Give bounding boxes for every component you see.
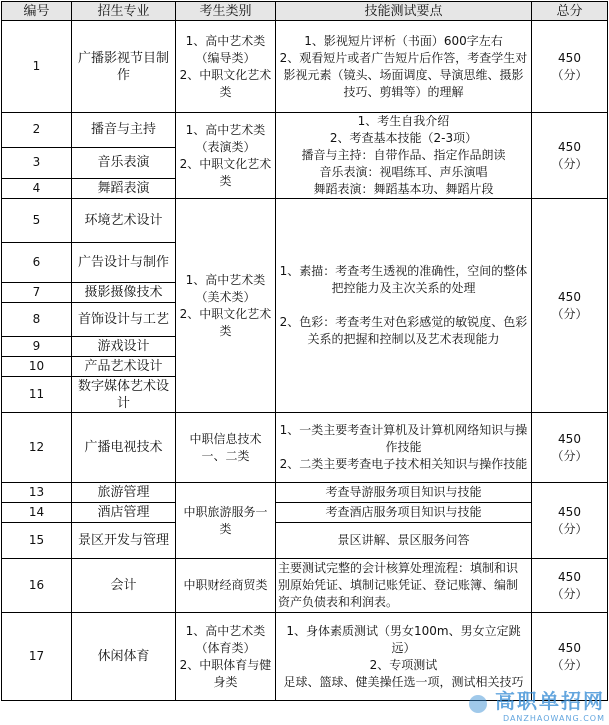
table-row xyxy=(2,559,608,613)
row-number: 17 xyxy=(2,613,72,701)
major-name: 舞蹈表演 xyxy=(72,178,176,199)
header-no: 编号 xyxy=(2,2,72,21)
row-number: 7 xyxy=(2,283,72,303)
major-name: 播音与主持 xyxy=(72,113,176,148)
candidate-category: 中职财经商贸类 xyxy=(176,559,276,613)
major-name: 旅游管理 xyxy=(72,483,176,503)
row-number: 15 xyxy=(2,523,72,559)
major-name: 首饰设计与工艺 xyxy=(72,303,176,337)
table-row xyxy=(2,413,608,483)
watermark xyxy=(469,685,605,723)
test-requirements: 主要测试完整的会计核算处理流程：填制和识别原始凭证、填制记账凭证、登记账簿、编制资产负债表和利润表。 xyxy=(276,559,532,613)
major-name: 摄影摄像技术 xyxy=(72,283,176,303)
test-requirements: 1、考生自我介绍 2、考查基本技能（2-3项） 播音与主持：自带作品、指定作品朗读 音乐表演：视唱练耳、声乐演唱 舞蹈表演：舞蹈基本功、舞蹈片段 xyxy=(276,113,532,199)
total-score: 450 （分） xyxy=(532,113,608,199)
test-requirements: 1、身体素质测试（男女100m、男女立定跳远） 2、专项测试 足球、篮球、健美操任选一项，测试相关技巧 xyxy=(276,613,532,701)
major-name: 广播影视节目制作 xyxy=(72,21,176,113)
major-name: 数字媒体艺术设计 xyxy=(72,377,176,413)
major-name: 产品艺术设计 xyxy=(72,357,176,377)
major-name: 景区开发与管理 xyxy=(72,523,176,559)
row-number: 6 xyxy=(2,243,72,283)
total-score: 450 （分） xyxy=(532,559,608,613)
row-number: 4 xyxy=(2,178,72,199)
row-number: 8 xyxy=(2,303,72,337)
candidate-category: 1、高中艺术类（体育类） 2、中职体育与健身类 xyxy=(176,613,276,701)
watermark-subtitle: DANZHAOWANG.COM xyxy=(502,714,605,723)
row-number: 16 xyxy=(2,559,72,613)
admissions-table xyxy=(1,1,608,701)
sketch-requirement: 1、素描：考查考生透视的准确性，空间的整体把控能力及主次关系的处理 xyxy=(279,264,528,295)
row-number: 3 xyxy=(2,147,72,178)
row-number: 12 xyxy=(2,413,72,483)
header-major: 招生专业 xyxy=(72,2,176,21)
table-row xyxy=(2,523,608,559)
test-requirements: 景区讲解、景区服务问答 xyxy=(276,523,532,559)
header-category: 考生类别 xyxy=(176,2,276,21)
total-score: 450 （分） xyxy=(532,199,608,413)
test-requirements: 考查导游服务项目知识与技能 xyxy=(276,483,532,503)
candidate-category: 1、高中艺术类（美术类） 2、中职文化艺术类 xyxy=(176,199,276,413)
row-number: 9 xyxy=(2,337,72,357)
candidate-category: 中职旅游服务一类 xyxy=(176,483,276,559)
total-score: 450 （分） xyxy=(532,413,608,483)
row-number: 1 xyxy=(2,21,72,113)
major-name: 广告设计与制作 xyxy=(72,243,176,283)
major-name: 休闲体育 xyxy=(72,613,176,701)
header-row xyxy=(2,2,608,21)
row-number: 2 xyxy=(2,113,72,148)
row-number: 5 xyxy=(2,199,72,243)
candidate-category: 中职信息技术一、二类 xyxy=(176,413,276,483)
row-number: 11 xyxy=(2,377,72,413)
header-requirements: 技能测试要点 xyxy=(276,2,532,21)
row-number: 10 xyxy=(2,357,72,377)
candidate-category: 1、高中艺术类（表演类） 2、中职文化艺术类 xyxy=(176,113,276,199)
candidate-category: 1、高中艺术类（编导类） 2、中职文化艺术类 xyxy=(176,21,276,113)
major-name: 环境艺术设计 xyxy=(72,199,176,243)
table-row xyxy=(2,483,608,503)
table-row xyxy=(2,199,608,243)
major-name: 游戏设计 xyxy=(72,337,176,357)
total-score: 450 （分） xyxy=(532,483,608,559)
major-name: 音乐表演 xyxy=(72,147,176,178)
total-score: 450 （分） xyxy=(532,613,608,701)
test-requirements: 考查酒店服务项目知识与技能 xyxy=(276,503,532,523)
major-name: 酒店管理 xyxy=(72,503,176,523)
row-number: 13 xyxy=(2,483,72,503)
watermark-logo-icon xyxy=(469,695,487,713)
watermark-title: 高职单招网 xyxy=(495,689,605,713)
major-name: 会计 xyxy=(72,559,176,613)
table-row xyxy=(2,503,608,523)
table-row xyxy=(2,113,608,148)
table-row xyxy=(2,21,608,113)
test-requirements xyxy=(276,199,532,413)
total-score: 450 （分） xyxy=(532,21,608,113)
row-number: 14 xyxy=(2,503,72,523)
header-score: 总分 xyxy=(532,2,608,21)
color-requirement: 2、色彩：考查考生对色彩感觉的敏锐度、色彩关系的把握和控制以及艺术表现能力 xyxy=(279,315,528,346)
major-name: 广播电视技术 xyxy=(72,413,176,483)
test-requirements: 1、影视短片评析（书面）600字左右 2、观看短片或者广告短片后作答，考查学生对影视元素（镜头、场面调度、导演思维、摄影技巧、剪辑等）的理解 xyxy=(276,21,532,113)
test-requirements: 1、一类主要考查计算机及计算机网络知识与操作技能 2、二类主要考查电子技术相关知识与操作技能 xyxy=(276,413,532,483)
